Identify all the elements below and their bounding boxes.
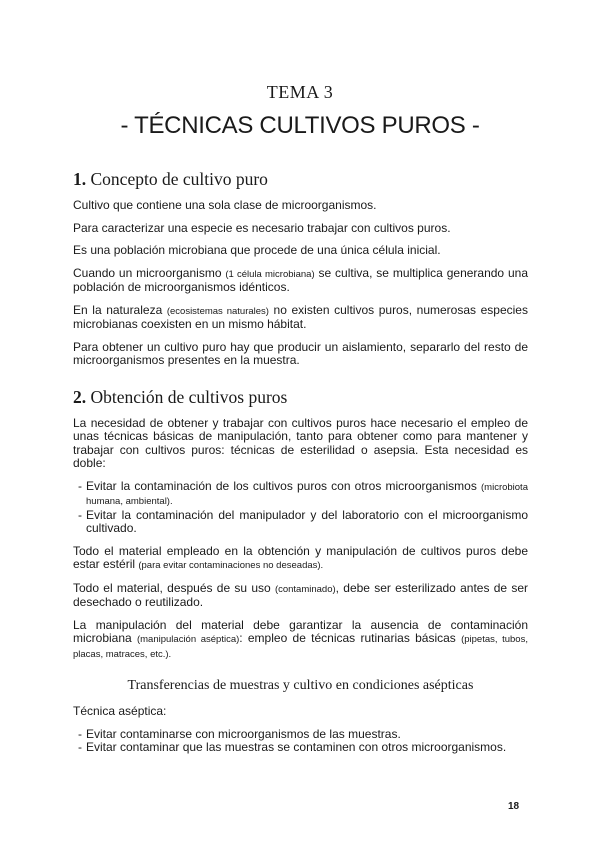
s1-paragraph-1: Cultivo que contiene una sola clase de microorganismos. — [73, 198, 377, 212]
document-body — [73, 168, 528, 764]
s3-paragraph-1: Técnica aséptica: — [73, 704, 167, 718]
section-1-heading — [73, 168, 528, 190]
s1-paragraph-4 — [73, 267, 528, 295]
s2-paragraph-2 — [73, 545, 528, 573]
section-2-number: 2. — [73, 386, 87, 407]
s2-paragraph-3 — [73, 582, 528, 610]
s1-p4-note: (1 célula microbiana) — [225, 268, 315, 280]
s1-p5-text-b: no existen cultivos puros, numerosas especies microbianas coexisten en un mismo hábitat. — [73, 302, 528, 331]
tema-label: TEMA 3 — [266, 82, 334, 102]
section-1-title: Concepto de cultivo puro — [90, 169, 268, 189]
s2-paragraph-1: La necesidad de obtener y trabajar con cultivos puros hace necesario el empleo de unas técnicas básicas de manipulación, tanto para obtener como para mantener y trabajar con cultivos puros: técnicas de esterilidad o asepsia. Esta necesidad es doble: — [73, 415, 528, 470]
s2-p3-text-b: , debe ser esterilizado antes de ser desechado o reutilizado. — [73, 580, 528, 609]
section-2-heading — [73, 386, 528, 408]
s1-p4-text-a: Cuando un microorganismo — [73, 265, 226, 280]
s2-p2-text: Todo el material empleado en la obtención y manipulación de cultivos puros debe estar estéril — [73, 543, 528, 571]
list-item — [73, 480, 528, 509]
s1-paragraph-6: Para obtener un cultivo puro hay que producir un aislamiento, separarlo del resto de microorganismos presentes en la muestra. — [73, 339, 528, 367]
list-item: - Evitar contaminarse con microorganismos de las muestras. — [73, 728, 528, 742]
s3-list — [73, 728, 528, 755]
s2-li1-note: (microbiota humana, ambiental). — [86, 481, 528, 507]
s2-p4-note-2: (pipetas, tubos, placas, matraces, etc.). — [73, 634, 528, 660]
s2-p3-text-a: Todo el material, después de su uso — [73, 580, 275, 595]
s1-p4-text-b: se cultiva, se multiplica generando una población de microorganismos idénticos. — [73, 265, 529, 294]
s1-p5-text-a: En la naturaleza — [73, 302, 167, 317]
s2-list — [73, 480, 528, 536]
section-1-number: 1. — [73, 169, 87, 189]
s2-p4-note-1: (manipulación aséptica) — [136, 634, 240, 645]
page-title: - TÉCNICAS CULTIVOS PUROS - — [120, 112, 480, 139]
s2-p3-note: (contaminado) — [274, 583, 336, 595]
s2-li1-text: Evitar la contaminación de los cultivos puros con otros microorganismos — [86, 478, 481, 493]
s1-paragraph-5 — [73, 304, 528, 332]
s2-p2-note: (para evitar contaminaciones no deseadas). — [138, 560, 324, 571]
page-number: 18 — [508, 801, 520, 812]
s1-p5-note: (ecosistemas naturales) — [166, 305, 269, 317]
list-item: - Evitar contaminar que las muestras se contaminen con otros microorganismos. — [73, 741, 528, 755]
s1-paragraph-3: Es una población microbiana que procede de una única célula inicial. — [73, 243, 441, 257]
s2-p4-text-a: La manipulación del material debe garantizar la ausencia de contaminación microbiana — [73, 617, 528, 645]
list-item: - Evitar la contaminación del manipulador y del laboratorio con el microorganismo cultivado. — [73, 509, 528, 536]
s1-paragraph-2: Para caracterizar una especie es necesario trabajar con cultivos puros. — [73, 220, 451, 235]
subsection-heading: Transferencias de muestras y cultivo en condiciones asépticas — [127, 678, 474, 693]
s2-p4-text-b: : empleo de técnicas rutinarias básicas — [239, 631, 462, 645]
section-2-title: Obtención de cultivos puros — [90, 386, 288, 407]
s2-paragraph-4 — [73, 619, 528, 662]
